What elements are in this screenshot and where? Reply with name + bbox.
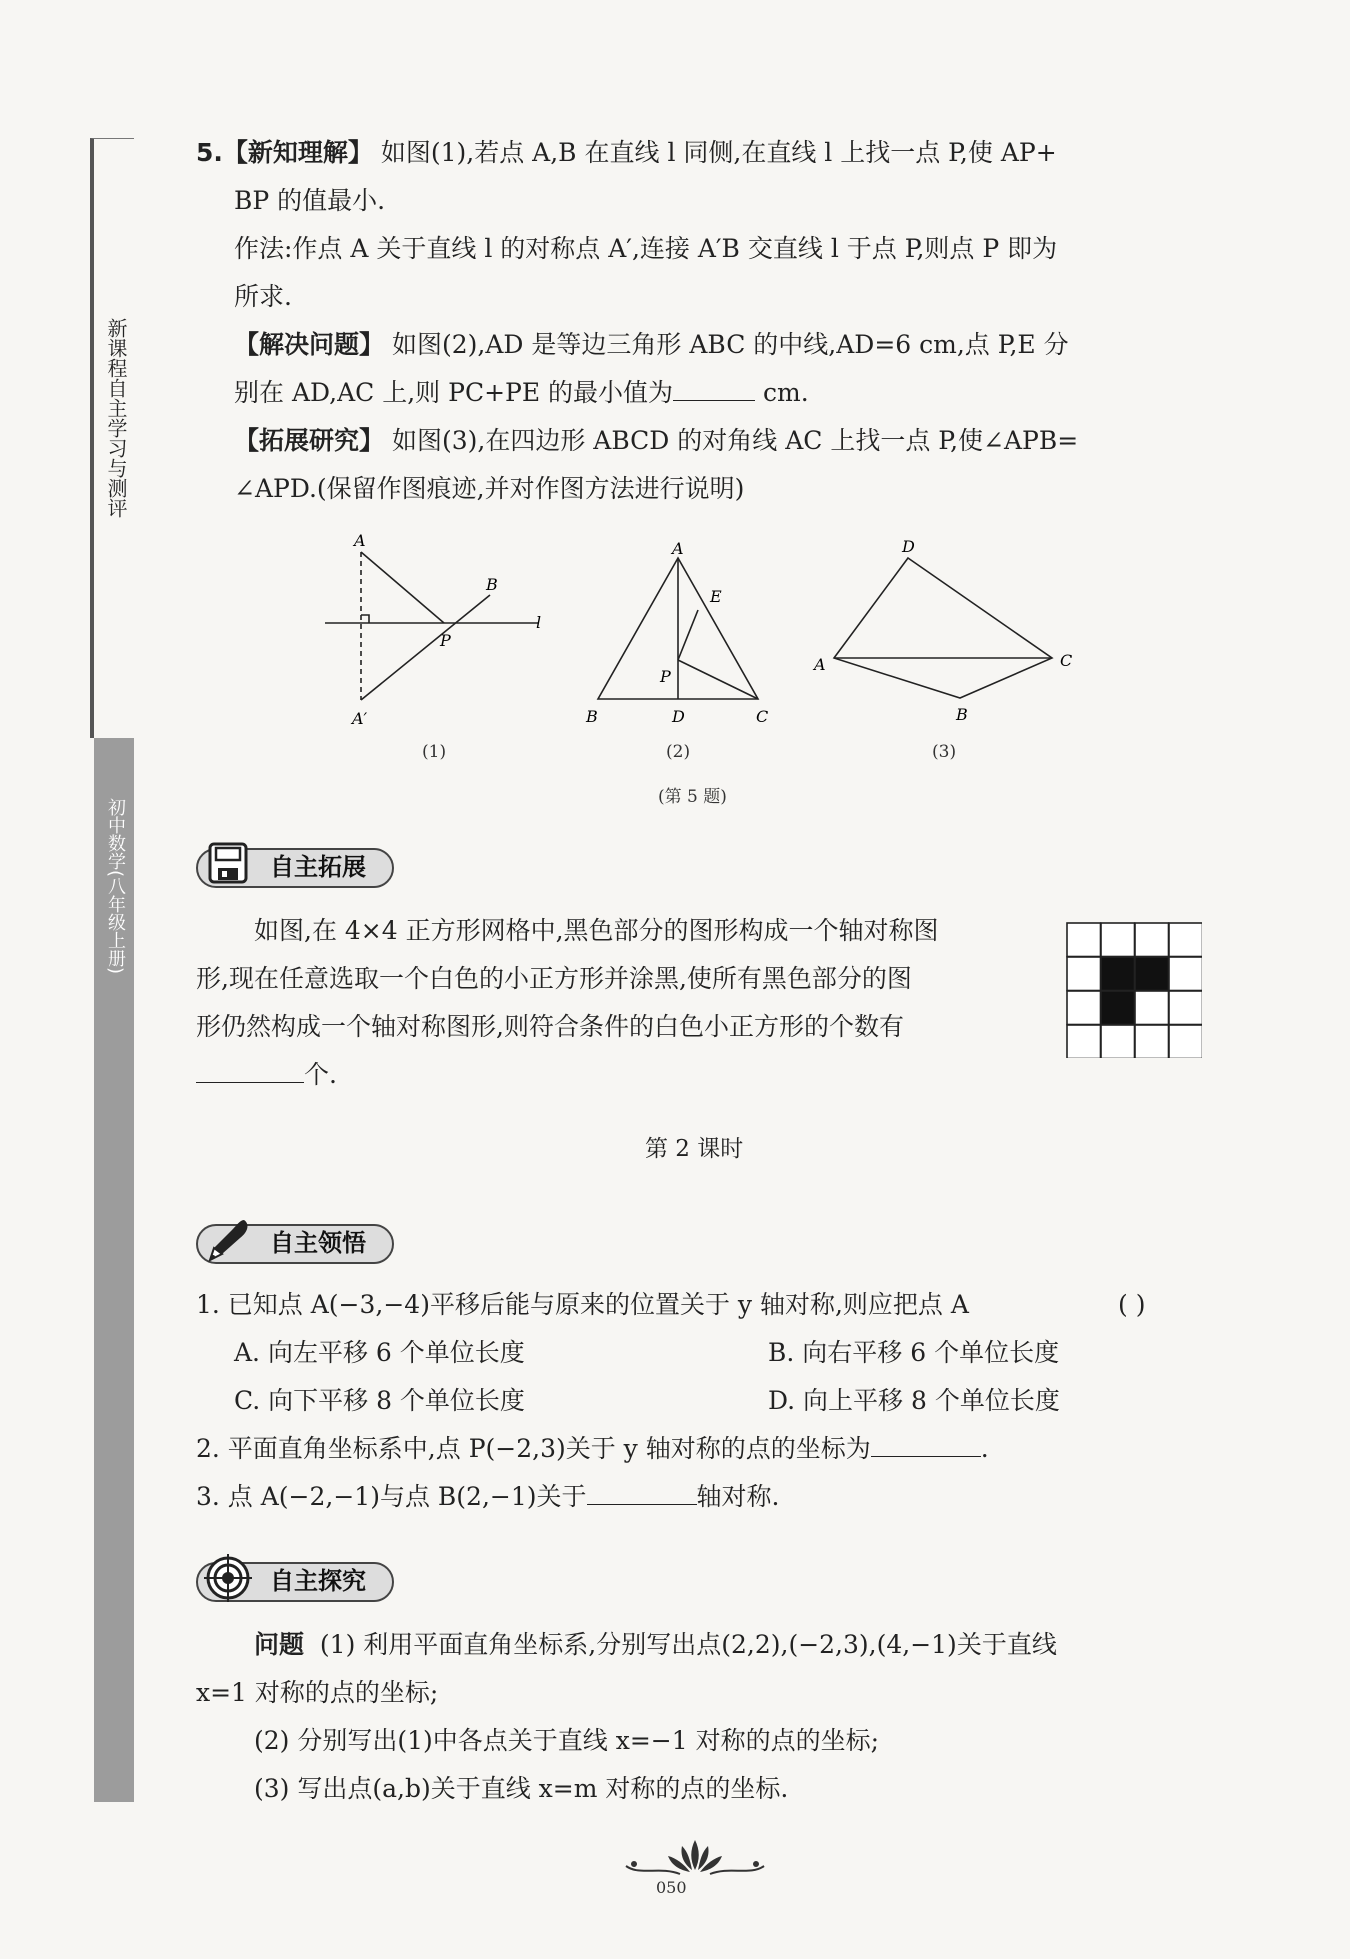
- problem5-text-1: 如图(1),若点 A,B 在直线 l 同侧,在直线 l 上找一点 P,使 AP+: [380, 138, 1057, 167]
- fig1-label-A: A: [354, 531, 366, 550]
- section-badge-expand: [196, 848, 394, 888]
- tag-solve: 【解决问题】: [234, 330, 385, 359]
- fig3-caption: (3): [932, 742, 957, 762]
- grid-cell-white: [1169, 957, 1202, 991]
- figure-3: [808, 530, 1088, 730]
- grid-cell-white: [1101, 1025, 1135, 1058]
- sidebar-bottom-label: 初中数学(八年级上册): [105, 798, 126, 975]
- figure-2: [578, 536, 778, 736]
- expand-line4: [196, 1060, 337, 1090]
- answer-blank-count[interactable]: [196, 1060, 304, 1083]
- pen-icon: [204, 1216, 252, 1264]
- problem5-text-6a: 别在 AD,AC 上,则 PC+PE 的最小值为: [234, 378, 674, 407]
- problem5-number: 5.: [196, 138, 223, 167]
- footer-ornament-icon: [620, 1836, 770, 1884]
- answer-blank-q3[interactable]: [587, 1482, 697, 1505]
- lesson-title: 第 2 课时: [645, 1136, 744, 1162]
- problem5-line1: [196, 138, 1057, 168]
- page-number: 050: [656, 1878, 687, 1897]
- badge-expand-label: 自主拓展: [270, 853, 366, 881]
- fig2-label-B: B: [586, 707, 598, 726]
- question-2: [196, 1434, 989, 1464]
- badge-explore-label: 自主探究: [270, 1567, 366, 1595]
- question-2-text: 2. 平面直角坐标系中,点 P(−2,3)关于 y 轴对称的点的坐标为: [196, 1434, 871, 1463]
- figure-1: [310, 530, 560, 750]
- fig2-label-D: D: [672, 707, 685, 726]
- fig2-label-C: C: [756, 707, 769, 726]
- explore-line3: (2) 分别写出(1)中各点关于直线 x=−1 对称的点的坐标;: [254, 1726, 879, 1755]
- question-3-text: 3. 点 A(−2,−1)与点 B(2,−1)关于: [196, 1482, 587, 1511]
- grid-cell-white: [1135, 991, 1169, 1025]
- problem5-line5: [234, 330, 1069, 360]
- fig1-label-P: P: [440, 631, 451, 650]
- option-a[interactable]: A. 向左平移 6 个单位长度: [234, 1338, 525, 1367]
- question-1-answer-paren[interactable]: ( ): [1118, 1290, 1146, 1319]
- fig3-label-C: C: [1060, 651, 1073, 670]
- problem5-line7: [234, 426, 1078, 456]
- problem5-text-6b: cm.: [763, 378, 809, 407]
- problem5-text-7: 如图(3),在四边形 ABCD 的对角线 AC 上找一点 P,使∠APB=: [391, 426, 1079, 455]
- grid-cell-white: [1067, 991, 1101, 1025]
- explore-line2: x=1 对称的点的坐标;: [196, 1678, 439, 1707]
- grid-cell-white: [1169, 923, 1202, 957]
- target-icon: [204, 1554, 252, 1602]
- question-2-end: .: [980, 1434, 989, 1463]
- floppy-disk-icon: [204, 840, 252, 888]
- fig2-label-A: A: [672, 539, 684, 558]
- fig2-caption: (2): [666, 742, 691, 762]
- grid-cell-white: [1067, 957, 1101, 991]
- expand-line3: 形仍然构成一个轴对称图形,则符合条件的白色小正方形的个数有: [196, 1012, 904, 1041]
- expand-line2: 形,现在任意选取一个白色的小正方形并涂黑,使所有黑色部分的图: [196, 964, 912, 993]
- fig2-label-P: P: [660, 667, 671, 686]
- answer-blank-cm[interactable]: [673, 378, 755, 401]
- option-d[interactable]: D. 向上平移 8 个单位长度: [768, 1386, 1060, 1415]
- question-1: 1. 已知点 A(−3,−4)平移后能与原来的位置关于 y 轴对称,则应把点 A: [196, 1290, 969, 1319]
- grid-cell-white: [1067, 1025, 1101, 1058]
- grid-cell-black: [1135, 957, 1169, 991]
- problem5-line4: 所求.: [234, 282, 292, 311]
- grid-cell-white: [1169, 991, 1202, 1025]
- grid-cell-white: [1067, 923, 1101, 957]
- fig1-label-A-prime: A′: [352, 709, 368, 728]
- tag-new-knowledge: 【新知理解】: [222, 138, 373, 167]
- problem5-text-5: 如图(2),AD 是等边三角形 ABC 的中线,AD=6 cm,点 P,E 分: [391, 330, 1069, 359]
- explore-tag: 问题: [254, 1630, 305, 1659]
- fig3-label-A: A: [814, 655, 826, 674]
- grid-cell-white: [1135, 923, 1169, 957]
- grid-4x4: [1066, 922, 1202, 1058]
- grid-cell-white: [1101, 923, 1135, 957]
- fig1-label-B: B: [486, 575, 498, 594]
- section-badge-learn: [196, 1224, 394, 1264]
- figure-group-caption: (第 5 题): [658, 787, 727, 807]
- expand-line1: 如图,在 4×4 正方形网格中,黑色部分的图形构成一个轴对称图: [254, 916, 939, 945]
- fig3-label-B: B: [956, 705, 968, 724]
- grid-cell-white: [1135, 1025, 1169, 1058]
- explore-line1: [254, 1630, 1057, 1660]
- answer-blank-q2[interactable]: [871, 1434, 981, 1457]
- problem5-line3: 作法:作点 A 关于直线 l 的对称点 A′,连接 A′B 交直线 l 于点 P,则点 P 即为: [234, 234, 1058, 263]
- problem5-line2: BP 的值最小.: [234, 186, 386, 215]
- section-badge-explore: [196, 1562, 394, 1602]
- explore-text-1: (1) 利用平面直角坐标系,分别写出点(2,2),(−2,3),(4,−1)关于直线: [319, 1630, 1057, 1659]
- tag-extend: 【拓展研究】: [234, 426, 385, 455]
- fig2-label-E: E: [710, 587, 722, 606]
- question-3: [196, 1482, 779, 1512]
- grid-cell-white: [1169, 1025, 1202, 1058]
- option-c[interactable]: C. 向下平移 8 个单位长度: [234, 1386, 525, 1415]
- fig3-label-D: D: [902, 537, 915, 556]
- fig1-caption: (1): [422, 742, 447, 762]
- expand-text-4: 个.: [304, 1060, 337, 1089]
- grid-cell-black: [1101, 991, 1135, 1025]
- badge-learn-label: 自主领悟: [270, 1229, 366, 1257]
- question-3-end: 轴对称.: [696, 1482, 780, 1511]
- problem5-line6: [234, 378, 809, 408]
- grid-cell-black: [1101, 957, 1135, 991]
- explore-line4: (3) 写出点(a,b)关于直线 x=m 对称的点的坐标.: [254, 1774, 789, 1803]
- problem5-line8: ∠APD.(保留作图痕迹,并对作图方法进行说明): [234, 474, 745, 503]
- sidebar-top-label: 新课程自主学习与测评: [104, 318, 128, 518]
- option-b[interactable]: B. 向右平移 6 个单位长度: [768, 1338, 1060, 1367]
- fig1-label-l: l: [536, 613, 542, 632]
